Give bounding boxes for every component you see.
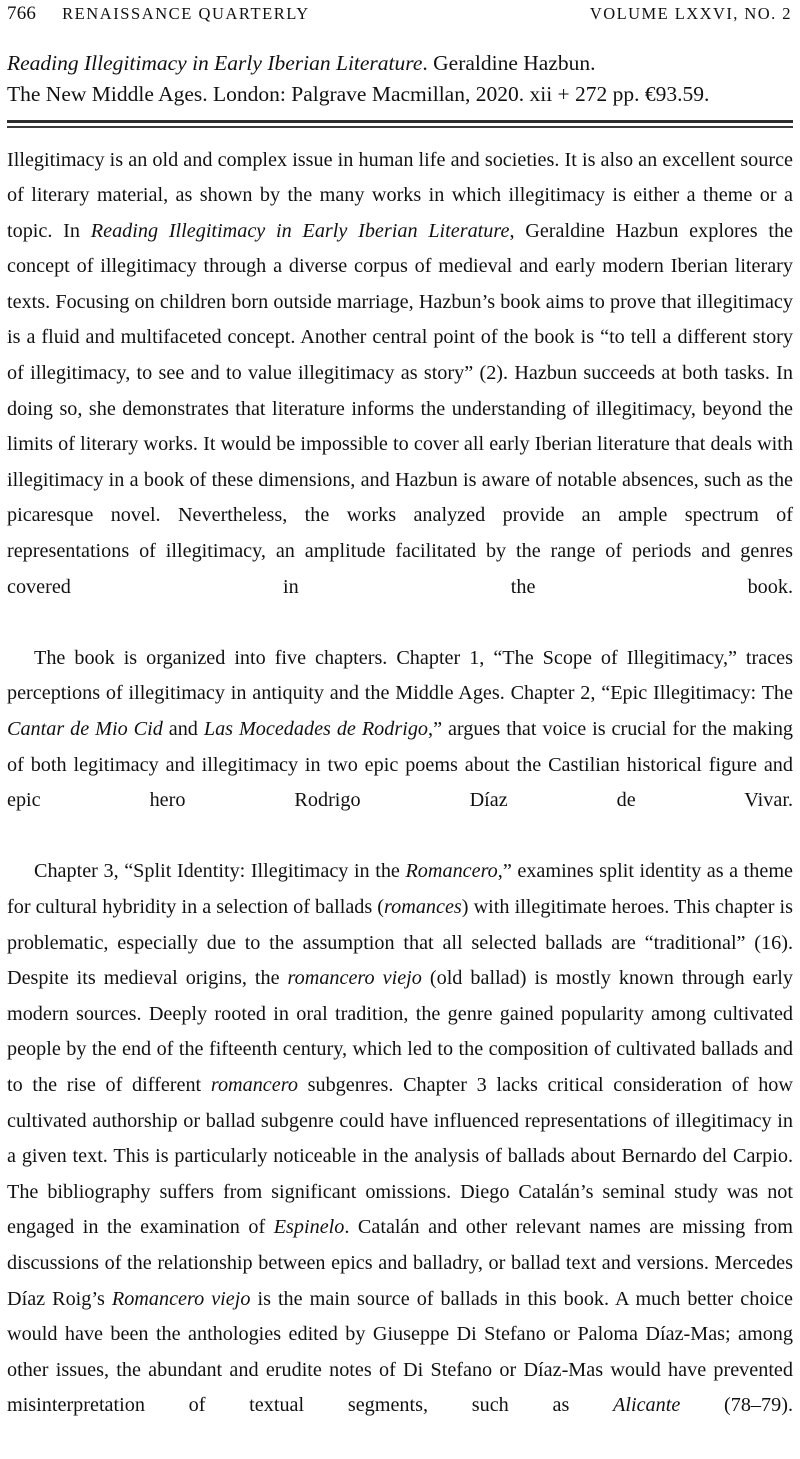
p3-text-7: is the main source of ballads in this book. A much better choice would have been the anthologies edited by Giuseppe Di Stefano or Paloma Díaz-Mas; among other issues, the abundant and erudite notes of Di Stefano or Díaz-Mas would have prevented misinterpretation of textual segments, such as bbox=[7, 1288, 793, 1417]
review-title-line bbox=[7, 48, 793, 79]
paragraph-2 bbox=[7, 641, 793, 855]
p3-italic-title-5: Espinelo bbox=[274, 1216, 345, 1238]
running-head bbox=[7, 0, 793, 30]
paragraph-1 bbox=[7, 143, 793, 641]
review-header bbox=[7, 48, 793, 110]
p3-text-5: subgenres. Chapter 3 lacks critical consideration of how cultivated authorship or ballad subgenre could have influenced representations of illegitimacy in a given text. This is particularly noticeable in the analysis of ballads about Bernardo del Carpio. The bibliography suffers from significant omissions. Diego Catalán’s seminal study was not engaged in the examination of bbox=[7, 1074, 793, 1238]
p3-italic-term-2: romances bbox=[384, 896, 462, 918]
p1-italic-title-1: Reading Illegitimacy in Early Iberian Literature bbox=[91, 220, 510, 242]
p3-italic-title-7: Alicante bbox=[613, 1394, 680, 1416]
divider-rule-thin bbox=[7, 126, 793, 128]
review-body bbox=[7, 143, 793, 1459]
p1-text-2: , Geraldine Hazbun explores the concept of illegitimacy through a diverse corpus of medieval and early modern Iberian literary texts. Focusing on children born outside marriage, Hazbun’s book aims to prove that illegitimacy is a fluid and multifaceted concept. Another central point of the book is “to tell a different story of illegitimacy, to see and to value illegitimacy as story” (2). Hazbun succeeds at both tasks. In doing so, she demonstrates that literature informs the understanding of illegitimacy, beyond the limits of literary works. It would be impossible to cover all early Iberian literature that deals with illegitimacy in a book of these dimensions, and Hazbun is aware of notable absences, such as the picaresque novel. Nevertheless, the works analyzed provide an ample spectrum of representations of illegitimacy, an amplitude facilitated by the range of periods and genres covered in the book. bbox=[7, 220, 793, 598]
paragraph-3 bbox=[7, 854, 793, 1459]
p1-text-1: Illegitimacy is an old and complex issue in human life and societies. It is also an excellent source of literary material, as shown by the many works in which illegitimacy is either a theme or a topic. In bbox=[7, 149, 793, 242]
p3-italic-term-1: Romancero bbox=[405, 860, 497, 882]
p2-text-1: The book is organized into five chapters. Chapter 1, “The Scope of Illegitimacy,” traces perceptions of illegitimacy in antiquity and the Middle Ages. Chapter 2, “Epic Illegitimacy: The bbox=[7, 647, 793, 705]
reviewed-book-title: Reading Illegitimacy in Early Iberian Literature bbox=[7, 51, 422, 75]
p3-italic-title-6: Romancero viejo bbox=[112, 1288, 251, 1310]
p3-text-4: (old ballad) is mostly known through early modern sources. Deeply rooted in oral tradition, the genre gained popularity among cultivated people by the end of the fifteenth century, which led to the composition of cultivated ballads and to the rise of different bbox=[7, 967, 793, 1096]
p3-text-6: . Catalán and other relevant names are missing from discussions of the relationship between epics and balladry, or ballad text and versions. Mercedes Díaz Roig’s bbox=[7, 1216, 793, 1309]
imprint-line: The New Middle Ages. London: Palgrave Macmillan, 2020. xii + 272 pp. €93.59. bbox=[7, 79, 793, 110]
p2-italic-title-2: Las Mocedades de Rodrigo bbox=[204, 718, 428, 740]
p2-text-3: ,” argues that voice is crucial for the making of both legitimacy and illegitimacy in two epic poems about the Castilian historical figure and epic hero Rodrigo Díaz de Vivar. bbox=[7, 718, 793, 811]
p3-text-8: (78–79). bbox=[680, 1394, 793, 1416]
journal-title: RENAISSANCE QUARTERLY bbox=[62, 4, 310, 24]
header-divider bbox=[7, 120, 793, 128]
title-separator: . bbox=[422, 51, 433, 75]
p3-text-2: ,” examines split identity as a theme for cultural hybridity in a selection of ballads ( bbox=[7, 860, 793, 918]
volume-issue: VOLUME LXXVI, NO. 2 bbox=[590, 4, 793, 24]
p3-text-3: ) with illegitimate heroes. This chapter is problematic, especially due to the assumption that all selected ballads are “traditional” (16). Despite its medieval origins, the bbox=[7, 896, 793, 989]
p2-text-2: and bbox=[163, 718, 204, 740]
reviewed-book-author: Geraldine Hazbun. bbox=[433, 51, 595, 75]
running-head-left bbox=[7, 3, 310, 25]
p3-italic-term-3: romancero viejo bbox=[288, 967, 422, 989]
p2-italic-title-1: Cantar de Mio Cid bbox=[7, 718, 163, 740]
p3-text-1: Chapter 3, “Split Identity: Illegitimacy in the bbox=[34, 860, 405, 882]
page-number: 766 bbox=[7, 3, 36, 25]
p3-italic-term-4: romancero bbox=[211, 1074, 298, 1096]
